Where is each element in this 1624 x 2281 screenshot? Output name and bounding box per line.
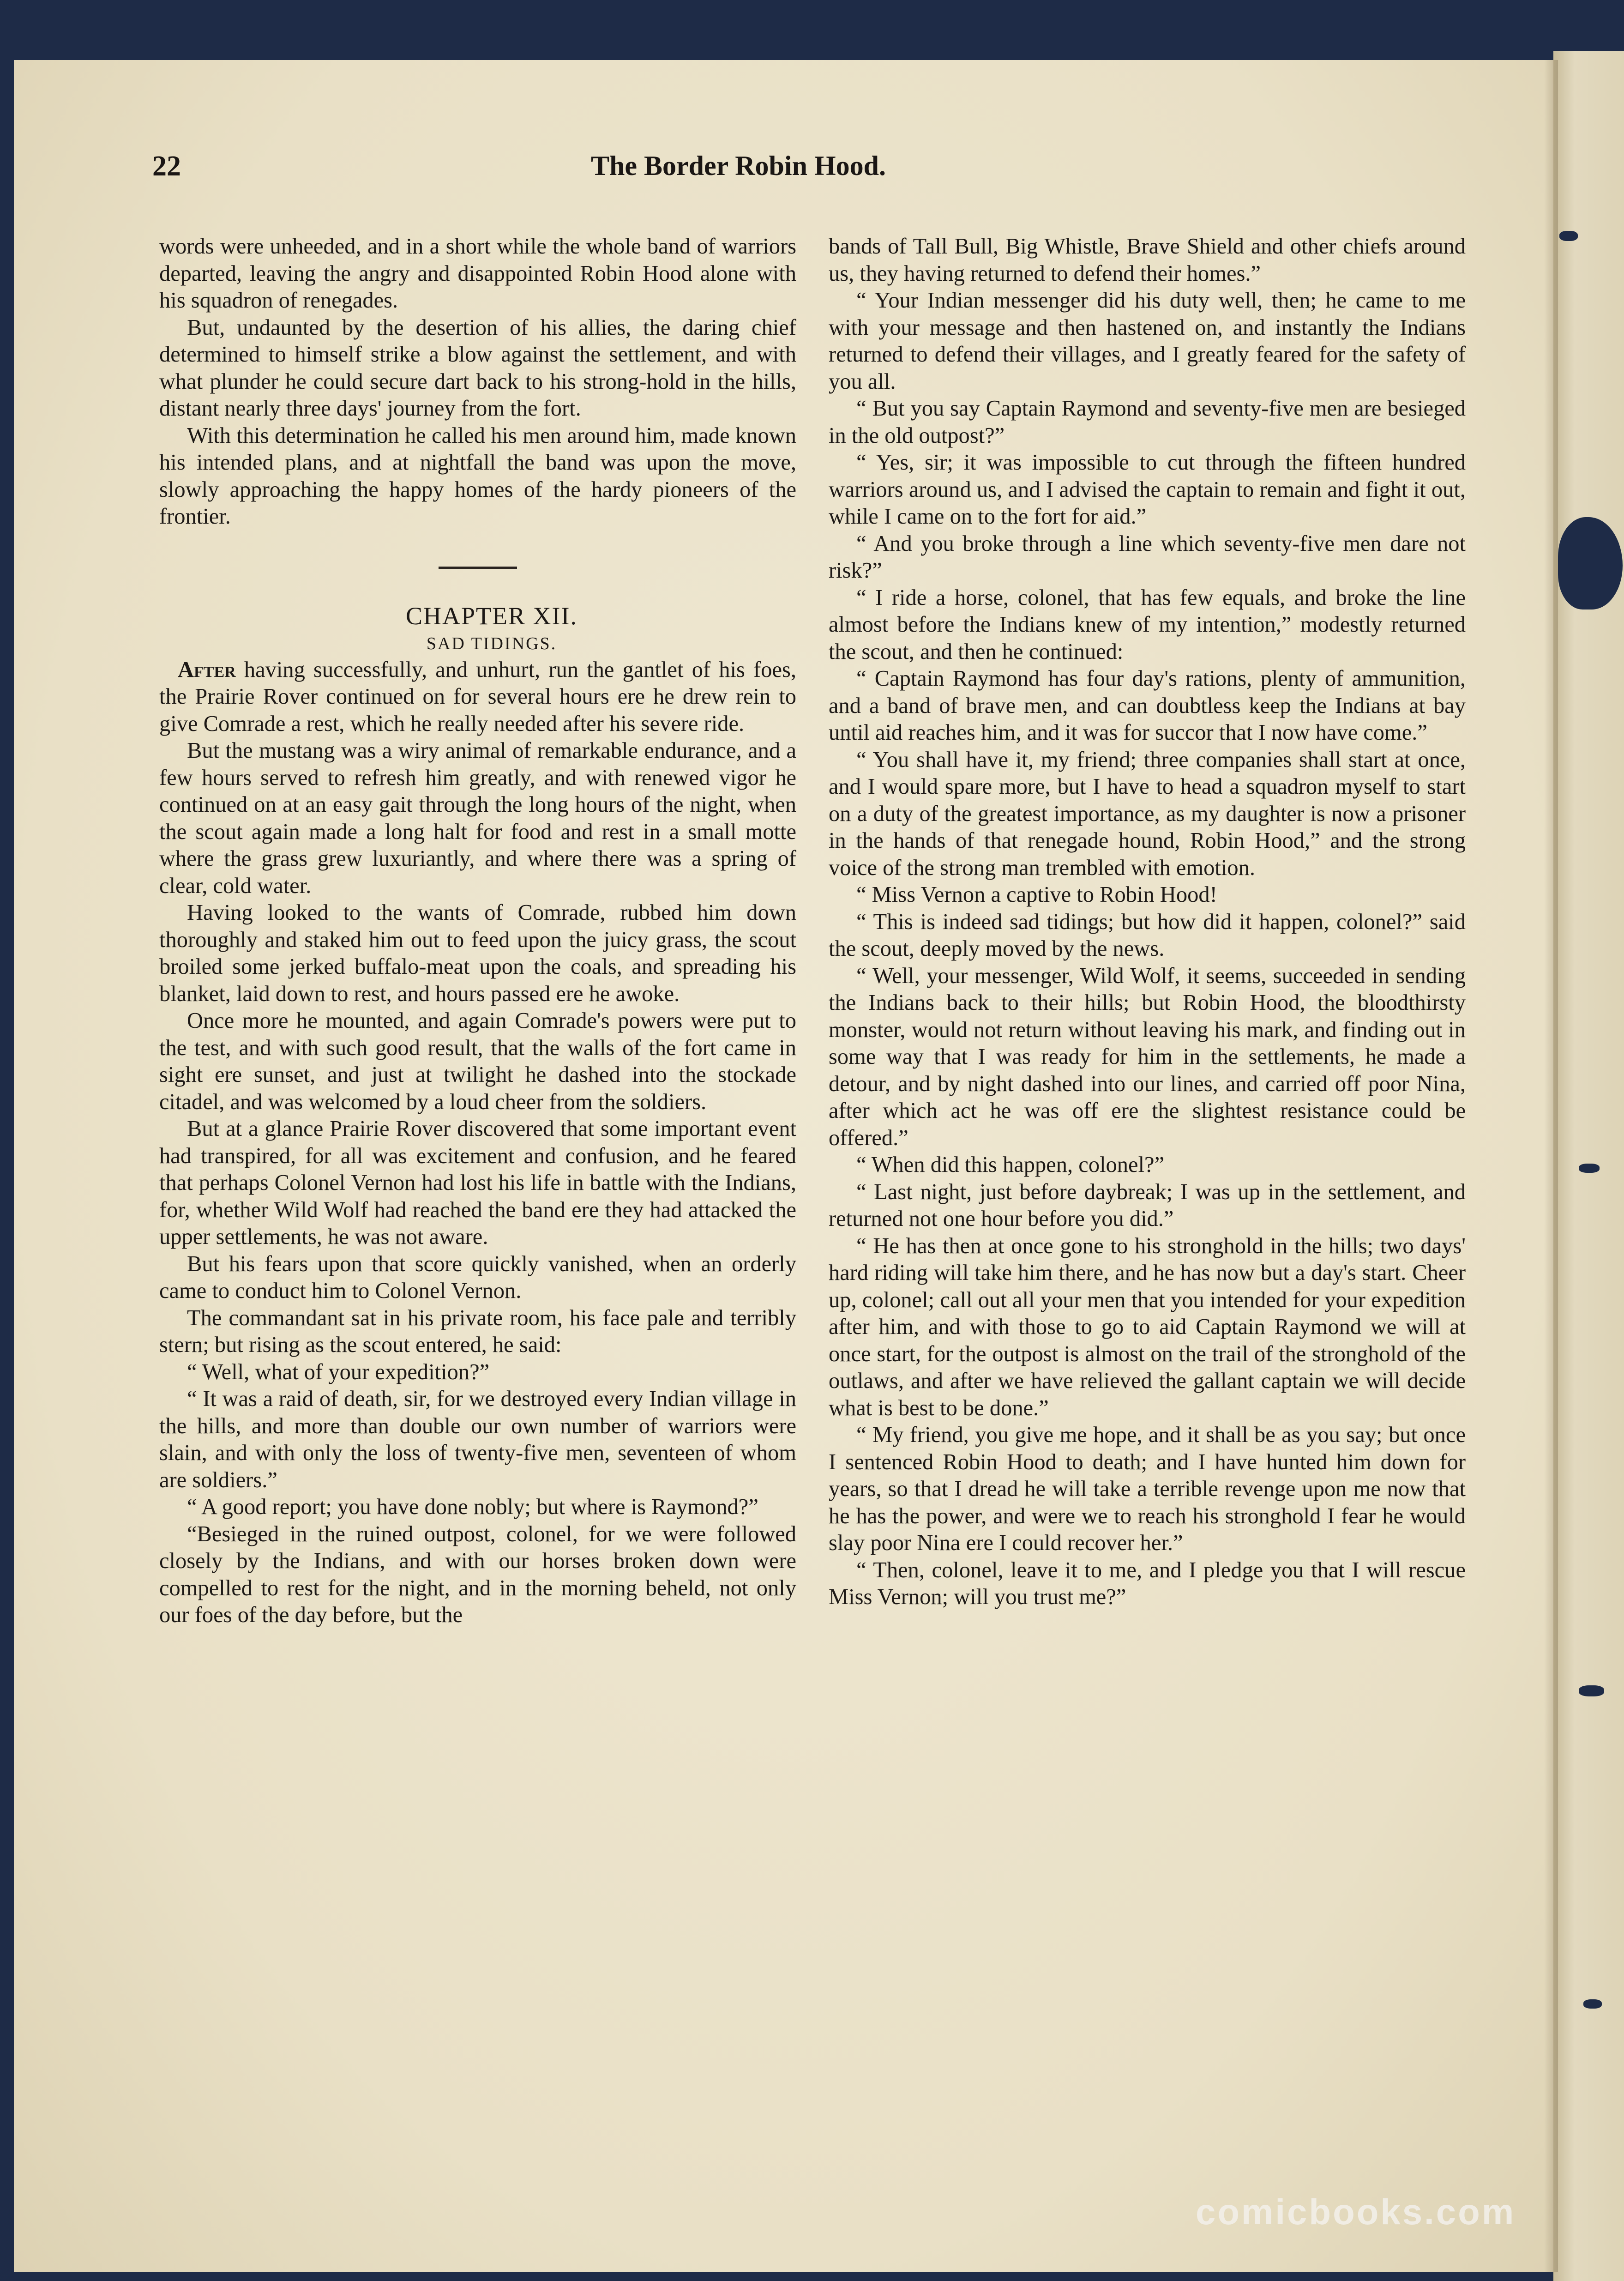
paragraph: But at a glance Prairie Rover discovered that some important event had transpired, for all was excitement and confusion, and he feared that perhaps Colonel Vernon had lost his life in battle with the Indians, for, whether Wild Wolf had reached the band ere they had attacked the upper settlements, he was not aware. [159, 1116, 796, 1249]
paragraph: “ Miss Vernon a captive to Robin Hood! [856, 882, 1217, 907]
page-number: 22 [152, 151, 181, 182]
edge-damage-mark [1559, 231, 1578, 241]
paragraph: “ Well, your messenger, Wild Wolf, it seems, succeeded in sending the Indians back to their hills; but Robin Hood, the bloodthirsty monster, would not return without leaving his mark, and finding out in some way that I was ready for him in the settlements, he made a detour, and by night dashed into our lines, and carried off poor Nina, after which act he was off ere the slightest resistance could be offered.” [829, 963, 1466, 1150]
paragraph-text: having successfully, and unhurt, run the gantlet of his foes, the Prairie Rover continued on for several hours ere he drew rein to give Comrade a rest, which he really needed after his severe ride. [159, 657, 796, 736]
paragraph [159, 657, 796, 738]
paragraph: “ Then, colonel, leave it to me, and I pledge you that I will rescue Miss Vernon; will you trust me?” [829, 1557, 1466, 1609]
paragraph: words were unheeded, and in a short while the whole band of warriors departed, leaving the angry and disappointed Robin Hood alone with his squadron of renegades. [159, 234, 796, 313]
paragraph: “ Well, what of your expedition?” [187, 1359, 490, 1384]
paragraph: “ When did this happen, colonel?” [856, 1153, 1165, 1177]
paragraph: “ A good report; you have done nobly; but where is Raymond?” [187, 1495, 758, 1519]
paragraph: Having looked to the wants of Comrade, rubbed him down thoroughly and staked him out to feed upon the juicy grass, the scout broiled some jerked buffalo-meat upon the coals, and spreading his blanket, laid down to rest, and hours passed ere he awoke. [159, 900, 796, 1006]
edge-damage-mark [1583, 1999, 1602, 2009]
paragraph: With this determination he called his men around him, made known his intended plans, and at nightfall the band was upon the move, slowly approaching the happy homes of the hardy pioneers of the frontier. [159, 423, 796, 529]
paragraph: But, undaunted by the desertion of his allies, the daring chief determined to himself strike a blow against the settlement, and with what plunder he could secure dart back to his strong-hold in the hills, distant nearly three days' journey from the fort. [159, 315, 796, 421]
paragraph: “ This is indeed sad tidings; but how did it happen, colonel?” said the scout, deeply moved by the news. [829, 909, 1466, 961]
running-title: The Border Robin Hood. [591, 151, 886, 181]
paragraph: “ Captain Raymond has four day's rations, plenty of ammunition, and a band of brave men, and can doubtless keep the Indians at bay until aid reaches him, and it was for succor that I now have come.” [829, 666, 1466, 745]
chapter-title: CHAPTER XII. [406, 602, 577, 630]
paragraph: Once more he mounted, and again Comrade's powers were put to the test, and with such good result, that the walls of the fort came in sight ere sunset, and just at twilight he dashed into the stockade citadel, and was welcomed by a loud cheer from the soldiers. [159, 1008, 796, 1114]
paragraph: “ Yes, sir; it was impossible to cut through the fifteen hundred warriors around us, and I advised the captain to remain and fight it out, while I came on to the fort for aid.” [829, 450, 1466, 529]
right-column [829, 233, 1466, 1611]
paragraph: “ Your Indian messenger did his duty well, then; he came to me with your message and then hastened on, and instantly the Indians returned to defend their villages, and I greatly feared for the safety of you all. [829, 288, 1466, 394]
paragraph: The commandant sat in his private room, his face pale and terribly stern; but rising as the scout entered, he said: [159, 1305, 796, 1357]
paragraph: “ It was a raid of death, sir, for we destroyed every Indian village in the hills, and more than double our own number of warriors were slain, and with only the loss of twenty-five men, seventeen of whom are soldiers.” [159, 1387, 796, 1492]
site-watermark: comicbooks.com [1196, 2191, 1516, 2232]
edge-damage-mark [1579, 1685, 1604, 1696]
paragraph: bands of Tall Bull, Big Whistle, Brave Shield and other chiefs around us, they having returned to defend their homes.” [829, 234, 1466, 286]
paragraph: “ I ride a horse, colonel, that has few equals, and broke the line almost before the Indians knew of my intention,” modestly returned the scout, and then he continued: [829, 585, 1466, 664]
paragraph: But his fears upon that score quickly vanished, when an orderly came to conduct him to Colonel Vernon. [159, 1251, 796, 1303]
paragraph: “Besieged in the ruined outpost, colonel, for we were followed closely by the Indians, and with our horses broken down were compelled to rest for the night, and in the morning beheld, not only our foes of the day before, but the [159, 1521, 796, 1627]
left-column [159, 233, 796, 1629]
drop-lead-word: After [178, 657, 236, 682]
paragraph: “ You shall have it, my friend; three companies shall start at once, and I would spare more, but I have to head a squadron myself to start on a duty of the greatest importance, as my daughter is now a prisoner in the hands of that renegade hound, Robin Hood,” and the strong voice of the strong man trembled with emotion. [829, 747, 1466, 880]
paragraph: “ Last night, just before daybreak; I was up in the settlement, and returned not one hour before you did.” [829, 1179, 1466, 1231]
paragraph: “ My friend, you give me hope, and it shall be as you say; but once I sentenced Robin Hood to death; and I have hunted him down for years, so that I dread he will take a terrible revenge upon me now that he has the power, and were we to reach his stronghold I fear he would slay poor Nina ere I could recover her.” [829, 1423, 1466, 1555]
section-divider [439, 567, 517, 569]
paragraph: “ And you broke through a line which seventy-five men dare not risk?” [829, 531, 1466, 583]
paragraph: “ But you say Captain Raymond and seventy-five men are besieged in the old outpost?” [829, 396, 1466, 448]
edge-damage-mark [1579, 1164, 1600, 1173]
page-edge-shadow [1544, 60, 1558, 2272]
paragraph: But the mustang was a wiry animal of remarkable endurance, and a few hours served to refresh him greatly, and with renewed vigor he continued on at an easy gait through the long hours of the night, when the scout again made a long halt for food and rest in a small motte where the grass grew luxuriantly, and where there was a spring of clear, cold water. [159, 738, 796, 898]
paragraph: “ He has then at once gone to his stronghold in the hills; two days' hard riding will take him there, and he has now but a day's start. Cheer up, colonel; call out all your men that you intended for your expedition after him, and with those to go to aid Captain Raymond we will at once start, for the outpost is almost on the trail of the stronghold of the outlaws, and after we have relieved the gallant captain we will decide what is best to be done.” [829, 1233, 1466, 1420]
chapter-subtitle: SAD TIDINGS. [426, 634, 557, 653]
